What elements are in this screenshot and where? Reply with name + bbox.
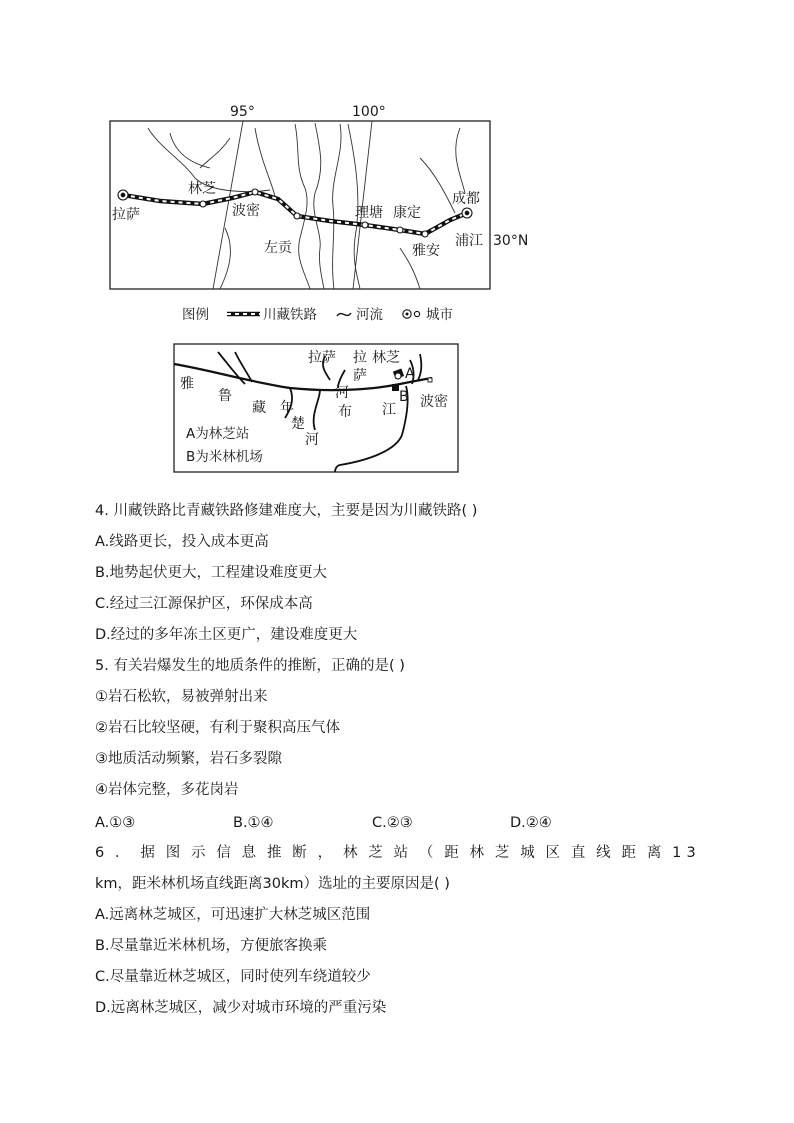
inset-note-a: A为林芝站	[186, 426, 250, 442]
inset-lasa-river-1: 拉	[353, 350, 367, 366]
question-5-option-c[interactable]: C.②③	[372, 815, 413, 831]
question-4-option-d[interactable]: D.经过的多年冻土区更广，建设难度更大	[95, 627, 358, 643]
inset-point-a: A	[405, 366, 415, 382]
question-4-option-c[interactable]: C.经过三江源保护区，环保成本高	[95, 596, 313, 612]
city-bomi: 波密	[232, 203, 260, 219]
question-5-statement-2: ②岩石比较坚硬，有利于聚积高压气体	[95, 720, 340, 736]
inset-zang: 藏	[252, 400, 266, 416]
inset-lasa-river-3: 河	[335, 385, 349, 401]
map-legend	[182, 306, 453, 323]
question-5-statement-1: ①岩石松软，易被弹射出来	[95, 689, 268, 705]
question-6-option-a[interactable]: A.远离林芝城区，可迅速扩大林芝城区范围	[95, 907, 371, 923]
question-6-option-d[interactable]: D.远离林芝城区，减少对城市环境的严重污染	[95, 1000, 387, 1016]
city-zuogong: 左贡	[264, 240, 292, 256]
city-yaan: 雅安	[412, 243, 440, 259]
inset-chu: 楚	[291, 416, 305, 432]
question-5-option-b[interactable]: B.①④	[233, 815, 274, 831]
question-5-statement-4: ④岩体完整，多花岗岩	[95, 782, 239, 798]
city-kangding: 康定	[393, 205, 421, 221]
question-4-stem: 4. 川藏铁路比青藏铁路修建难度大，主要是因为川藏铁路( )	[95, 503, 478, 519]
question-4-option-a[interactable]: A.线路更长，投入成本更高	[95, 534, 269, 550]
inset-note-b: B为米林机场	[186, 449, 263, 465]
inset-he: 河	[305, 432, 319, 448]
inset-jiang: 江	[382, 402, 396, 418]
legend-river-label: 河流	[356, 307, 383, 323]
legend-city-label: 城市	[426, 307, 453, 323]
question-6-stem-line-1: 6．据图示信息推断，林芝站（距林芝城区直线距离13	[95, 845, 701, 861]
lon-100-label: 100°	[352, 104, 386, 120]
sichuan-tibet-railway-map	[100, 98, 529, 330]
inset-nian: 年	[280, 400, 294, 416]
question-5-stem: 5. 有关岩爆发生的地质条件的推断，正确的是( )	[95, 658, 405, 674]
lon-95-label: 95°	[230, 104, 255, 120]
legend-railway-label: 川藏铁路	[263, 307, 317, 323]
legend-title: 图例	[182, 307, 209, 323]
inset-linzhi: 林芝	[372, 350, 400, 366]
inset-ya: 雅	[180, 376, 194, 392]
lat-30-label: 30°N	[493, 233, 529, 249]
point-b-airport	[392, 384, 399, 391]
inset-lasa-river-2: 萨	[353, 368, 367, 384]
legend-city-symbol-small	[414, 311, 419, 316]
city-litang: 理塘	[355, 205, 383, 221]
linzhi-station-inset-map	[170, 340, 462, 476]
inset-bomi: 波密	[420, 394, 448, 410]
question-4-option-b[interactable]: B.地势起伏更大，工程建设难度更大	[95, 565, 328, 581]
question-6-stem-line-2: km，距米林机场直线距离30km）选址的主要原因是( )	[95, 876, 450, 892]
question-6-option-c[interactable]: C.尽量靠近林芝城区，同时使列车绕道较少	[95, 969, 371, 985]
inset-bu: 布	[338, 404, 352, 420]
legend-river-symbol	[337, 313, 351, 316]
inset-lasa: 拉萨	[308, 350, 336, 366]
question-5-statement-3: ③地质活动频繁，岩石多裂隙	[95, 751, 282, 767]
map-frame	[110, 121, 490, 289]
question-5-option-a[interactable]: A.①③	[95, 815, 136, 831]
city-linzhi: 林芝	[188, 181, 216, 197]
city-lasa: 拉萨	[112, 207, 140, 223]
question-5-option-d[interactable]: D.②④	[510, 815, 552, 831]
city-chengdu: 成都	[452, 191, 480, 207]
inset-point-b: B	[399, 389, 409, 405]
inset-lu: 鲁	[218, 388, 232, 404]
city-pujiang: 浦江	[455, 233, 483, 249]
question-6-option-b[interactable]: B.尽量靠近米林机场，方便旅客换乘	[95, 938, 328, 954]
